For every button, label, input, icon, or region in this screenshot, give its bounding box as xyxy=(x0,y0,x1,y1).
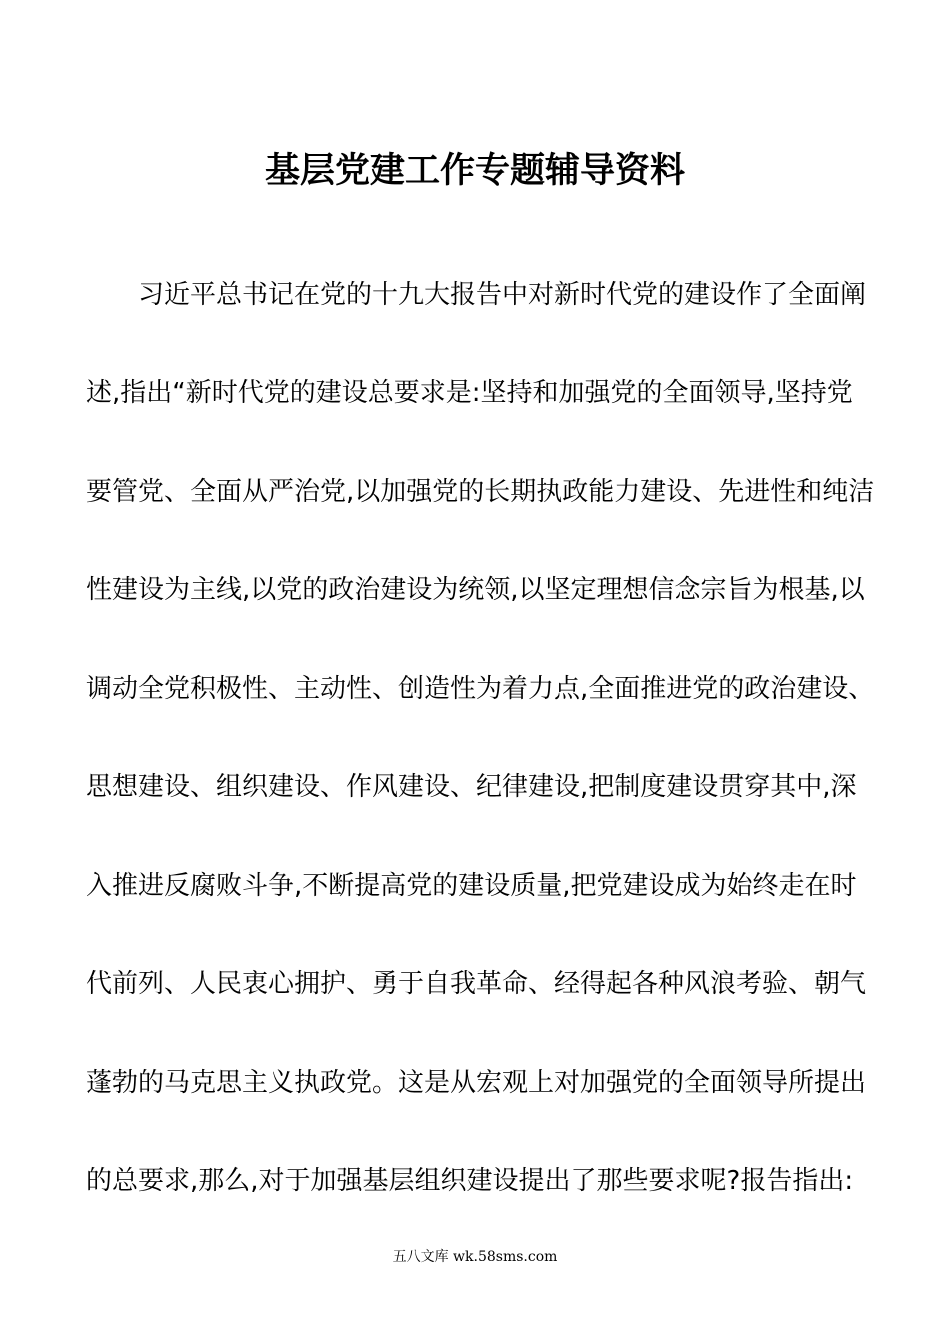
paragraph-line: 要管党、全面从严治党,以加强党的长期执政能力建设、先进性和纯洁 xyxy=(86,477,875,507)
paragraph-line: 调动全党积极性、主动性、创造性为着力点,全面推进党的政治建设、 xyxy=(86,674,875,704)
paragraph-line: 的总要求,那么,对于加强基层组织建设提出了那些要求呢?报告指出: xyxy=(86,1166,854,1196)
paragraph-line: 思想建设、组织建设、作风建设、纪律建设,把制度建设贯穿其中,深 xyxy=(86,772,857,802)
paragraph-line: 性建设为主线,以党的政治建设为统领,以坚定理想信念宗旨为根基,以 xyxy=(86,575,865,605)
page-footer: 五八文库 wk.58sms.com xyxy=(392,1249,558,1265)
paragraph-line: 述,指出“新时代党的建设总要求是:坚持和加强党的全面领导,坚持党 xyxy=(86,378,853,408)
paragraph-line: 习近平总书记在党的十九大报告中对新时代党的建设作了全面阐 xyxy=(138,280,867,310)
paragraph-line: 代前列、人民衷心拥护、勇于自我革命、经得起各种风浪考验、朝气 xyxy=(86,969,867,999)
page-title: 基层党建工作专题辅导资料 xyxy=(264,151,685,191)
paragraph-line: 蓬勃的马克思主义执政党。这是从宏观上对加强党的全面领导所提出 xyxy=(86,1068,867,1098)
paragraph-line: 入推进反腐败斗争,不断提高党的建设质量,把党建设成为始终走在时 xyxy=(86,871,857,901)
